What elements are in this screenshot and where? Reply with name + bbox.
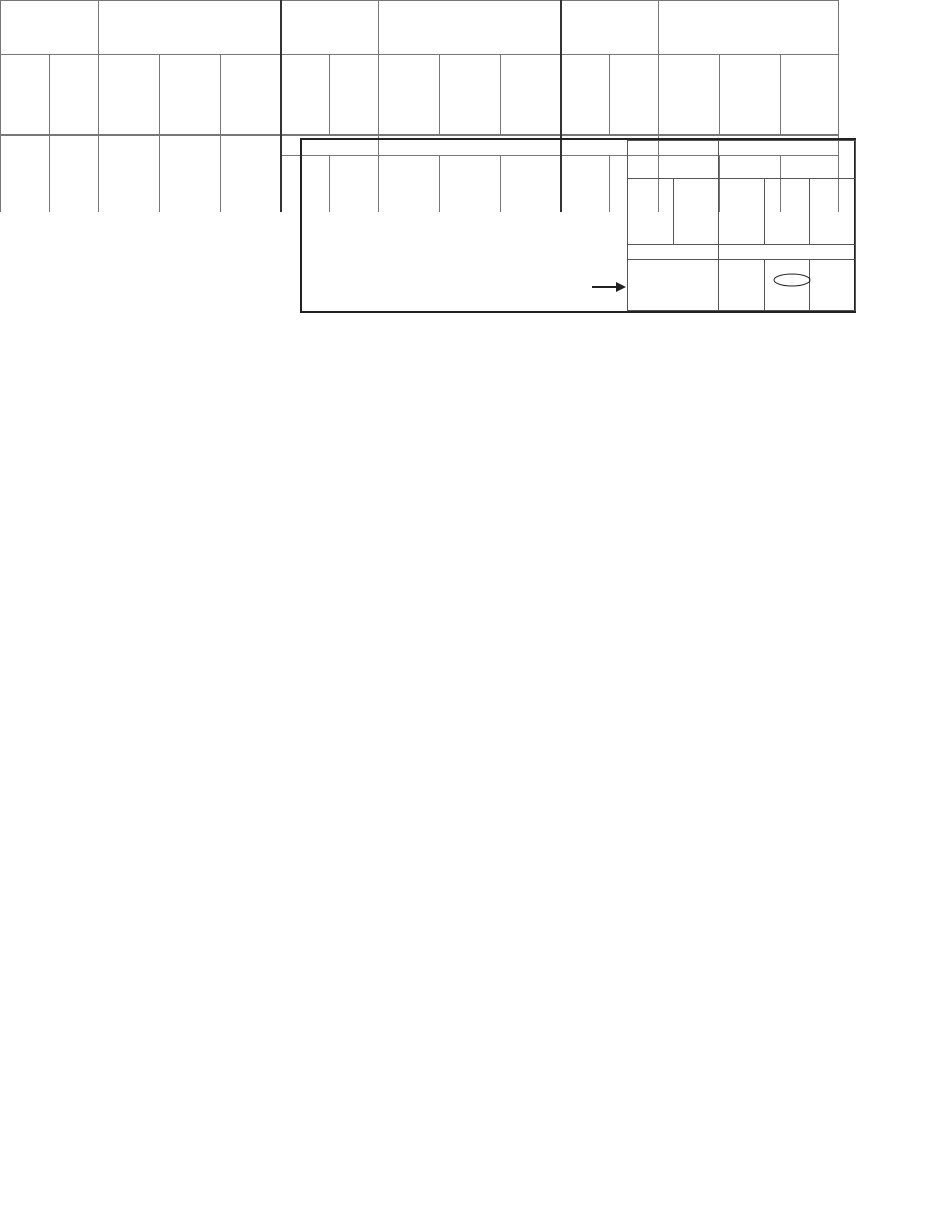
but-less-header xyxy=(330,55,379,135)
but-less-header xyxy=(50,55,99,135)
mini-married-cells xyxy=(764,260,810,311)
tax-cell xyxy=(99,191,160,198)
tax-cell xyxy=(160,177,221,184)
tax-cell xyxy=(99,205,160,212)
but-less-header xyxy=(610,55,659,135)
tax-cell xyxy=(221,156,281,163)
mini-but-less xyxy=(673,179,719,245)
income-cell xyxy=(1,205,50,212)
single-header xyxy=(659,55,720,135)
income-cell xyxy=(50,156,99,163)
tax-cell xyxy=(221,136,281,156)
income-cell xyxy=(1,191,50,198)
tax-cell xyxy=(99,163,160,170)
income-cell xyxy=(50,205,99,212)
arrow-right-icon xyxy=(592,282,626,292)
example-box xyxy=(300,138,856,313)
tax-cell xyxy=(160,156,221,163)
income-cell xyxy=(1,184,50,191)
single-header xyxy=(379,55,440,135)
example-mini-table xyxy=(627,140,856,311)
tax-cell xyxy=(221,198,281,205)
income-cell xyxy=(50,198,99,205)
mini-single-cells xyxy=(719,260,765,311)
income-cell xyxy=(1,170,50,177)
mini-income-cells xyxy=(628,260,719,311)
at-least-header xyxy=(561,55,610,135)
income-cell xyxy=(50,177,99,184)
mini-head-cells xyxy=(810,260,856,311)
tax-cell xyxy=(221,177,281,184)
status-header xyxy=(99,1,281,55)
income-cell xyxy=(1,136,50,156)
tax-cell xyxy=(160,163,221,170)
mini-at-least xyxy=(628,179,674,245)
tax-cell xyxy=(99,198,160,205)
mini-single xyxy=(719,179,765,245)
head-header xyxy=(221,55,281,135)
tax-cell xyxy=(221,170,281,177)
mini-income-header xyxy=(628,141,719,179)
tax-cell xyxy=(160,136,221,156)
income-cell xyxy=(1,163,50,170)
tax-cell xyxy=(160,205,221,212)
tax-cell xyxy=(99,177,160,184)
single-header xyxy=(99,55,160,135)
income-cell xyxy=(1,177,50,184)
tax-cell xyxy=(160,170,221,177)
income-cell xyxy=(50,191,99,198)
tax-cell xyxy=(160,198,221,205)
mini-head xyxy=(810,179,856,245)
mini-status-header xyxy=(719,141,856,179)
income-cell xyxy=(1,198,50,205)
income-header xyxy=(281,1,379,55)
tax-cell xyxy=(99,170,160,177)
highlight-ellipse-icon xyxy=(773,273,811,287)
at-least-header xyxy=(1,55,50,135)
tax-cell xyxy=(221,184,281,191)
tax-cell xyxy=(99,156,160,163)
income-cell xyxy=(50,163,99,170)
income-header xyxy=(561,1,659,55)
header-row-1 xyxy=(1,1,839,55)
at-least-header xyxy=(281,55,330,135)
form-reference xyxy=(884,51,894,73)
header-row-2 xyxy=(1,55,839,135)
status-header xyxy=(659,1,839,55)
head-header xyxy=(501,55,561,135)
head-header xyxy=(781,55,839,135)
tax-cell xyxy=(221,205,281,212)
tax-cell xyxy=(160,191,221,198)
married-header xyxy=(440,55,501,135)
mini-tax-label xyxy=(719,245,856,260)
income-cell xyxy=(50,136,99,156)
married-header xyxy=(720,55,781,135)
married-header xyxy=(160,55,221,135)
status-header xyxy=(379,1,561,55)
tax-cell xyxy=(160,184,221,191)
income-cell xyxy=(50,184,99,191)
tax-cell xyxy=(221,191,281,198)
tax-cell xyxy=(99,136,160,156)
income-cell xyxy=(50,170,99,177)
mini-married xyxy=(764,179,810,245)
tax-cell xyxy=(221,163,281,170)
income-cell xyxy=(1,156,50,163)
income-header xyxy=(1,1,99,55)
tax-cell xyxy=(99,184,160,191)
